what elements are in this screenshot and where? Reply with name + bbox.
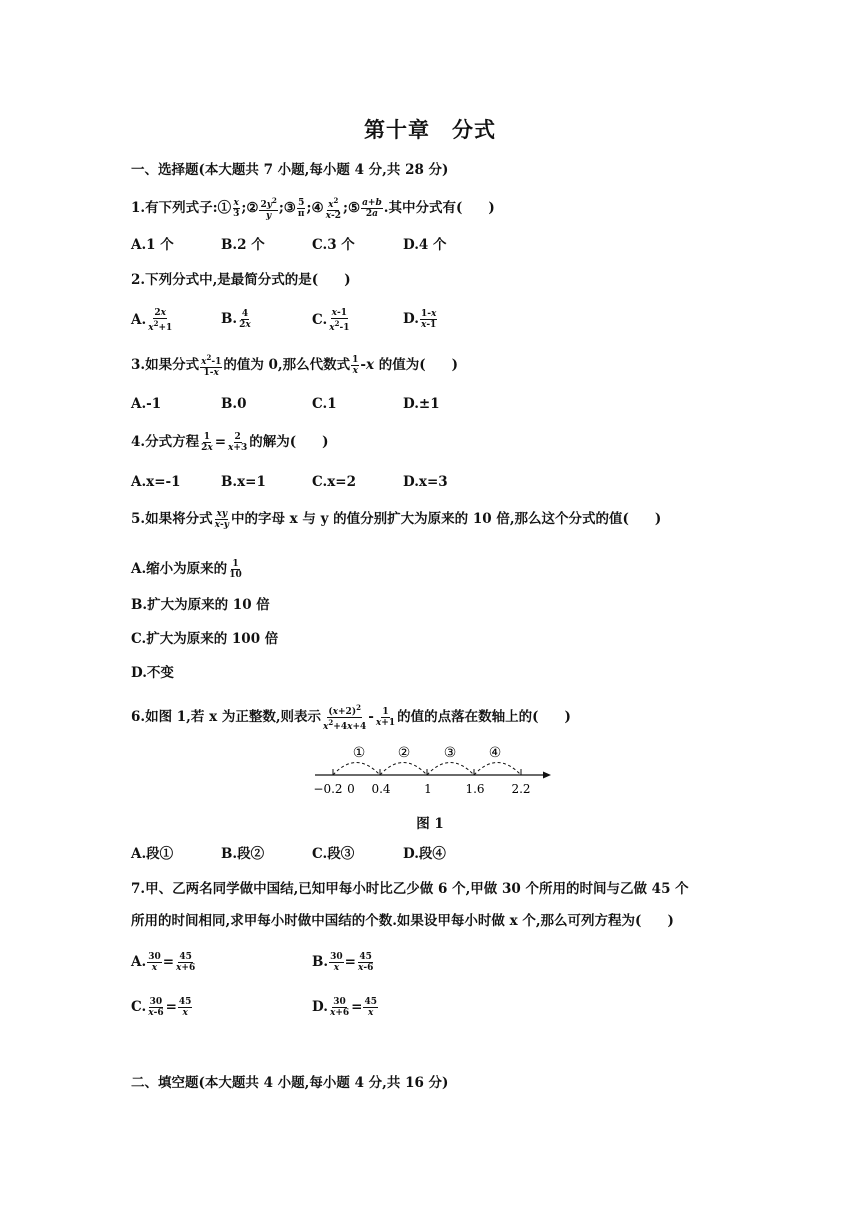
question-5-option-a: A.缩小为原来的 $\frac{1}{10}$ xyxy=(131,559,242,580)
question-5: 5.如果将分式 $\frac{xy}{x-y}$ 中的字母 x 与 y 的值分别扩大为原来的 10 倍,那么这个分式的值( ) xyxy=(131,509,662,530)
section-choice-heading: 一、选择题(本大题共 7 小题,每小题 4 分,共 28 分) xyxy=(131,162,449,178)
segment-arc xyxy=(427,763,474,776)
option-d: D. $\frac{1-x}{x-1}$ xyxy=(403,309,437,330)
option-d: D.段④ xyxy=(403,846,446,862)
option-d: D. $\frac{30}{x+6}$ = $\frac{45}{x}$ xyxy=(312,997,377,1018)
option-b: B.x=1 xyxy=(221,474,266,490)
option-c: C.3 个 xyxy=(312,237,355,253)
option-a: A. $\frac{30}{x}$ = $\frac{45}{x+6}$ xyxy=(131,952,196,973)
option-b: B.段② xyxy=(221,846,265,862)
question-4: 4.分式方程 $\frac{1}{2x}$ = $\frac{2}{x+3}$ 的解为( ) xyxy=(131,432,329,453)
option-c: C.1 xyxy=(312,396,337,412)
option-a: A.1 个 xyxy=(131,237,174,253)
tick-label: 0 xyxy=(347,782,355,796)
tick-label: 1.6 xyxy=(465,782,485,796)
option-c: C.x=2 xyxy=(312,474,356,490)
tick-label: 0.4 xyxy=(371,782,391,796)
segment-label: ① xyxy=(352,745,366,761)
option-b: B. $\frac{4}{2x}$ xyxy=(221,309,251,330)
question-3: 3.如果分式 $\frac{x^2-1}{1-x}$ 的值为 0,那么代数式 $\frac{1}{x}$ -x 的值为( ) xyxy=(131,353,459,378)
question-7-line-1: 7.甲、乙两名同学做中国结,已知甲每小时比乙少做 6 个,甲做 30 个所用的时间与乙做 45 个 xyxy=(131,881,689,897)
segment-label: ③ xyxy=(443,745,457,761)
figure-caption: 图 1 xyxy=(416,816,444,832)
option-c: C. $\frac{30}{x-6}$ = $\frac{45}{x}$ xyxy=(131,997,192,1018)
option-b: B.0 xyxy=(221,396,247,412)
option-b: B.2 个 xyxy=(221,237,265,253)
question-1: 1.有下列式子:① $\frac{x}{3}$ ;② $\frac{2y^2}{y}$ ;③ $\frac{5}{\pi}$ ;④ $\frac{x^2}{x-2}$ ;⑤ $\frac{a+b}{2a}$ .其中分式有( ) xyxy=(131,196,495,221)
option-c: C. $\frac{x-1}{x^2-1}$ xyxy=(312,308,350,333)
question-2: 2.下列分式中,是最简分式的是( ) xyxy=(131,272,351,288)
segment-arc xyxy=(380,763,427,776)
segment-label: ④ xyxy=(488,745,502,761)
option-a: A.x=-1 xyxy=(131,474,181,490)
segment-arc xyxy=(333,763,380,776)
option-a: A.段① xyxy=(131,846,174,862)
chapter-title: 第十章 分式 xyxy=(364,117,496,142)
option-a: A. $\frac{2x}{x^2+1}$ xyxy=(131,308,173,333)
tick-label: 2.2 xyxy=(511,782,531,796)
axis-arrow-icon xyxy=(543,772,551,779)
tick-label: 1 xyxy=(424,782,432,796)
option-c: C.段③ xyxy=(312,846,355,862)
option-d: D.±1 xyxy=(403,396,440,412)
question-6: 6.如图 1,若 x 为正整数,则表示 $\frac{(x+2)^2}{x^2+4x+4}$ - $\frac{1}{x+1}$ 的值的点落在数轴上的( ) xyxy=(131,703,571,732)
question-5-option-c: C.扩大为原来的 100 倍 xyxy=(131,631,279,647)
section-fill-heading: 二、填空题(本大题共 4 小题,每小题 4 分,共 16 分) xyxy=(131,1075,449,1091)
tick-label: −0.2 xyxy=(313,782,343,796)
question-5-option-b: B.扩大为原来的 10 倍 xyxy=(131,597,270,613)
question-5-option-d: D.不变 xyxy=(131,665,174,681)
segment-label: ② xyxy=(397,745,411,761)
segment-arc xyxy=(474,763,521,776)
question-7-line-2: 所用的时间相同,求甲每小时做中国结的个数.如果设甲每小时做 x 个,那么可列方程为( ) xyxy=(131,913,674,929)
option-a: A.-1 xyxy=(131,396,162,412)
option-d: D.4 个 xyxy=(403,237,447,253)
option-d: D.x=3 xyxy=(403,474,448,490)
number-line-figure xyxy=(311,740,551,800)
option-b: B. $\frac{30}{x}$ = $\frac{45}{x-6}$ xyxy=(312,952,374,973)
